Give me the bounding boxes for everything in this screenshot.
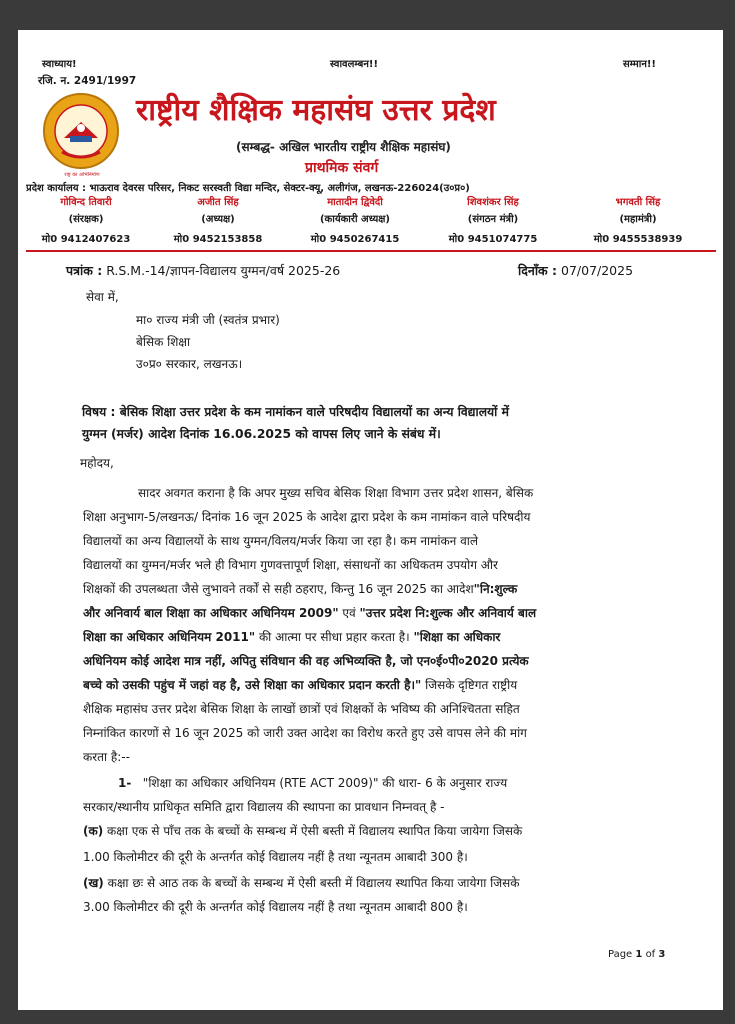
header-divider: [26, 250, 716, 252]
reference-line: [66, 262, 340, 279]
officer-patron: [26, 194, 146, 245]
letter-page: [18, 30, 723, 1010]
officer-role: (अध्यक्ष): [201, 214, 235, 225]
page-current: 1: [635, 949, 643, 960]
point-number: 1-: [118, 776, 132, 790]
page-word: Page: [608, 949, 633, 960]
point-ka-line: [83, 820, 683, 842]
body-line: [83, 578, 683, 600]
body-line: [83, 674, 683, 696]
date-label: दिनाँक :: [518, 263, 558, 278]
officer-phone: मो0 9452153858: [173, 234, 263, 245]
of-word: of: [645, 949, 656, 960]
body-line: शिक्षा अनुभाग-5/लखनऊ/ दिनांक 16 जून 2025 के आदेश द्वारा प्रदेश के कम नामांकन वाले परिषदीय: [83, 510, 531, 524]
body-text: की आत्मा पर सीधा प्रहार करता है।: [255, 630, 414, 644]
point-ka-text: कक्षा एक से पाँच तक के बच्चों के सम्बन्ध में ऐसी बस्ती में विद्यालय स्थापित किया जायेगा जिसके: [103, 824, 523, 838]
body-text: शिक्षकों की उपलब्धता जैसे लुभावने तर्कों से सही ठहराए, किन्तु 16 जून 2025 का आदेश: [83, 582, 474, 596]
to-line: सेवा में,: [86, 290, 119, 304]
body-line: अधिनियम कोई आदेश मात्र नहीं, अपितु संविधान की वह अभिव्यक्ति है, जो एन०ई०पी०2020 प्रत्येक: [83, 654, 529, 668]
motto-center: स्वावलम्बन!!: [330, 59, 379, 70]
office-address: प्रदेश कार्यालय : भाऊराव देवरस परिसर, निकट सरस्वती विद्या मन्दिर, सेक्टर-क्यू, अलीगंज, लखनऊ-226024(उ०प्र०): [26, 183, 470, 194]
organization-logo: [42, 92, 120, 170]
addressee-line: बेसिक शिक्षा: [136, 335, 191, 349]
body-line: करता है:--: [83, 750, 130, 764]
body-text: एवं: [338, 606, 360, 620]
subject-line-1: विषय : बेसिक शिक्षा उत्तर प्रदेश के कम नामांकन वाले परिषदीय विद्यालयों का अन्य विद्यालयों में: [82, 405, 509, 419]
cadre-label: प्राथमिक संवर्ग: [305, 160, 379, 176]
officer-name: गोविन्द तिवारी: [60, 197, 112, 208]
body-line: [83, 626, 683, 648]
bold-quote: शिक्षा का अधिकार अधिनियम 2011": [83, 630, 256, 644]
officer-role: (कार्यकारी अध्यक्ष): [319, 214, 390, 225]
addressee-line: मा० राज्य मंत्री जी (स्वतंत्र प्रभार): [136, 313, 280, 327]
ref-value: R.S.M.-14/ज्ञापन-विद्यालय युग्मन/वर्ष 2025-26: [106, 263, 341, 278]
bold-quote: "उत्तर प्रदेश नि:शुल्क और अनिवार्य बाल: [359, 606, 537, 620]
body-line: निम्नांकित कारणों से 16 जून 2025 को जारी उक्त आदेश का विरोध करते हुए उसे वापस लेने की मांग: [83, 726, 527, 740]
page-total: 3: [658, 949, 666, 960]
officer-phone: मो0 9412407623: [41, 234, 131, 245]
body-line: शैक्षिक महासंघ उत्तर प्रदेश बेसिक शिक्षा के लाखों छात्रों एवं शिक्षकों के भविष्य की अनिश्चितता सहित: [83, 702, 520, 716]
organization-name: राष्ट्रीय शैक्षिक महासंघ उत्तर प्रदेश: [136, 93, 496, 128]
bold-quote: "नि:शुल्क: [473, 582, 518, 596]
addressee-line: उ०प्र० सरकार, लखनऊ।: [136, 357, 243, 371]
officer-name: भगवती सिंह: [615, 197, 661, 208]
subject-line-2: युग्मन (मर्जर) आदेश दिनांक 16.06.2025 को वापस लिए जाने के संबंध में।: [82, 427, 441, 441]
salutation: महोदय,: [80, 456, 114, 470]
date-line: [518, 262, 633, 279]
point-kha-text: कक्षा छः से आठ तक के बच्चों के सम्बन्ध में ऐसी बस्ती में विद्यालय स्थापित किया जायेगा जिसके: [103, 876, 520, 890]
officer-role: (संरक्षक): [68, 214, 104, 225]
officer-general-secretary: [568, 194, 708, 245]
officer-phone: मो0 9455538939: [593, 234, 683, 245]
officer-phone: मो0 9450267415: [310, 234, 400, 245]
body-line: 1.00 किलोमीटर की दूरी के अन्तर्गत कोई विद्यालय नहीं है तथा न्यूनतम आबादी 300 है।: [83, 850, 468, 864]
affiliation-line: (सम्बद्ध- अखिल भारतीय राष्ट्रीय शैक्षिक महासंघ): [236, 140, 451, 154]
ref-label: पत्रांक :: [66, 263, 103, 278]
bold-quote: बच्चे को उसकी पहुंच में जहां वह है, उसे शिक्षा का अधिकार प्रदान करती है।": [83, 678, 422, 692]
point-kha-label: (ख): [83, 876, 104, 890]
body-text: जिसके दृष्टिगत राष्ट्रीय: [421, 678, 518, 692]
officer-working-president: [290, 194, 420, 245]
body-line: सादर अवगत कराना है कि अपर मुख्य सचिव बेसिक शिक्षा विभाग उत्तर प्रदेश शासन, बेसिक: [138, 486, 534, 500]
officer-phone: मो0 9451074775: [448, 234, 538, 245]
page-number: [608, 949, 665, 960]
body-line: 3.00 किलोमीटर की दूरी के अन्तर्गत कोई विद्यालय नहीं है तथा न्यूनतम आबादी 800 है।: [83, 900, 468, 914]
date-value: 07/07/2025: [561, 263, 634, 278]
officer-name: शिवशंकर सिंह: [467, 197, 519, 208]
body-line: विद्यालयों का अन्य विद्यालयों के साथ युग्मन/विलय/मर्जर किया जा रहा है। कम नामांकन वाले: [83, 534, 479, 548]
officer-president: [158, 194, 278, 245]
officer-role: (महामंत्री): [619, 214, 657, 225]
officer-role: (संगठन मंत्री): [467, 214, 519, 225]
bold-quote: और अनिवार्य बाल शिक्षा का अधिकार अधिनियम 2009": [83, 606, 339, 620]
bold-quote: "शिक्षा का अधिकार: [413, 630, 501, 644]
point-text: "शिक्षा का अधिकार अधिनियम (RTE ACT 2009)" की धारा- 6 के अनुसार राज्य: [142, 776, 508, 790]
body-line: सरकार/स्थानीय प्राधिकृत समिति द्वारा विद्यालय की स्थापना का प्रावधान निम्नवत् है -: [83, 800, 445, 814]
motto-left: स्वाध्याय!: [42, 59, 77, 70]
registration-number: रजि. न. 2491/1997: [38, 75, 137, 87]
body-line: [83, 602, 683, 624]
body-line: विद्यालयों का युग्मन/मर्जर भले ही विभाग गुणवत्तापूर्ण शिक्षा, संसाधनों का अधिकतम उपयोग और: [83, 558, 498, 572]
point-kha-line: [83, 872, 683, 894]
officer-name: अजीत सिंह: [197, 197, 239, 208]
officer-org-minister: [428, 194, 558, 245]
motto-right: सम्मान!!: [623, 59, 656, 70]
point-ka-label: (क): [83, 824, 104, 838]
logo-motto: राष्ट्र का अभिनिर्माण: [64, 172, 100, 178]
officer-name: मातादीन द्विवेदी: [327, 197, 383, 208]
point-1-line: [118, 772, 683, 794]
